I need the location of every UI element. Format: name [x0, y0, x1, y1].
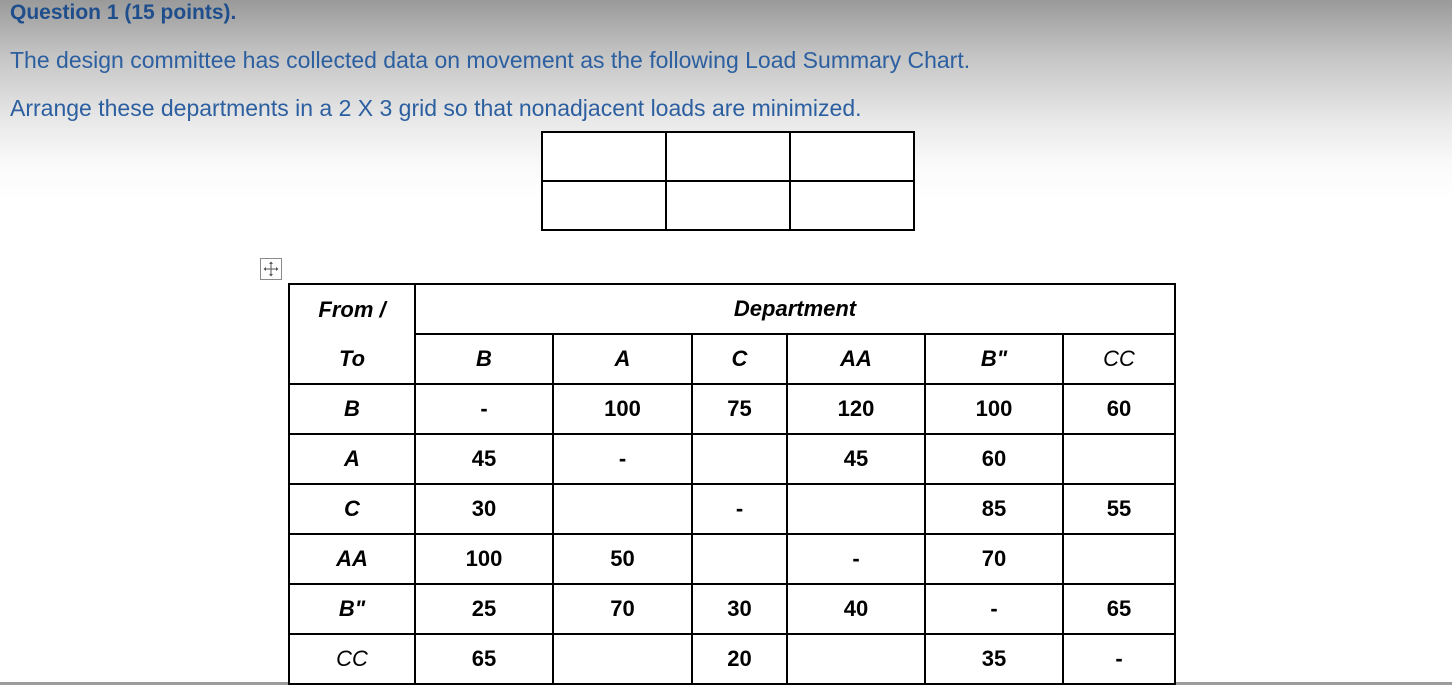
load-cell: [787, 484, 925, 534]
grid-cell[interactable]: [666, 181, 790, 230]
load-cell: [692, 534, 787, 584]
load-cell: 60: [925, 434, 1063, 484]
corner-to-label: To: [289, 334, 415, 384]
load-cell: 65: [415, 634, 553, 684]
load-cell: 100: [415, 534, 553, 584]
load-cell: [1063, 434, 1175, 484]
load-cell: 100: [553, 384, 692, 434]
load-summary-chart: [288, 283, 1176, 685]
load-cell: -: [925, 584, 1063, 634]
load-cell: -: [1063, 634, 1175, 684]
table-row: [289, 634, 1175, 684]
header-row-2: [289, 334, 1175, 384]
corner-from-label: From /: [289, 284, 415, 334]
load-cell: -: [787, 534, 925, 584]
load-cell: [553, 484, 692, 534]
grid-cell[interactable]: [790, 181, 914, 230]
grid-cell[interactable]: [666, 132, 790, 181]
row-header: B: [289, 384, 415, 434]
load-cell: 65: [1063, 584, 1175, 634]
grid-cell[interactable]: [790, 132, 914, 181]
load-cell: [692, 434, 787, 484]
header-row-1: [289, 284, 1175, 334]
load-cell: 75: [692, 384, 787, 434]
row-header: AA: [289, 534, 415, 584]
load-cell: [787, 634, 925, 684]
table-row: [289, 534, 1175, 584]
move-arrows-icon: [263, 261, 279, 277]
column-header: AA: [787, 334, 925, 384]
load-cell: 30: [415, 484, 553, 534]
load-cell: 20: [692, 634, 787, 684]
load-cell: 35: [925, 634, 1063, 684]
load-cell: -: [415, 384, 553, 434]
column-header: C: [692, 334, 787, 384]
grid-row: [542, 181, 914, 230]
load-cell: [1063, 534, 1175, 584]
load-cell: 40: [787, 584, 925, 634]
row-header: A: [289, 434, 415, 484]
grid-row: [542, 132, 914, 181]
question-title: Question 1 (15 points).: [10, 1, 237, 24]
load-cell: 60: [1063, 384, 1175, 434]
grid-cell[interactable]: [542, 132, 666, 181]
layout-grid-2x3: [541, 131, 915, 231]
load-cell: 120: [787, 384, 925, 434]
load-cell: -: [692, 484, 787, 534]
load-cell: 70: [925, 534, 1063, 584]
table-row: [289, 384, 1175, 434]
row-header: C: [289, 484, 415, 534]
row-header: B": [289, 584, 415, 634]
question-instruction: Arrange these departments in a 2 X 3 grid so that nonadjacent loads are minimized.: [10, 95, 862, 121]
column-header: B: [415, 334, 553, 384]
table-move-handle[interactable]: [260, 258, 282, 280]
load-cell: [553, 634, 692, 684]
table-row: [289, 584, 1175, 634]
grid-cell[interactable]: [542, 181, 666, 230]
load-cell: 50: [553, 534, 692, 584]
column-header: CC: [1063, 334, 1175, 384]
column-header: A: [553, 334, 692, 384]
load-cell: 30: [692, 584, 787, 634]
load-cell: 100: [925, 384, 1063, 434]
table-row: [289, 484, 1175, 534]
load-cell: 45: [415, 434, 553, 484]
column-header: B": [925, 334, 1063, 384]
load-cell: 70: [553, 584, 692, 634]
department-group-header: Department: [415, 284, 1175, 334]
table-row: [289, 434, 1175, 484]
question-description: The design committee has collected data on movement as the following Load Summary Chart.: [10, 47, 971, 73]
load-cell: 45: [787, 434, 925, 484]
load-cell: 55: [1063, 484, 1175, 534]
load-cell: 25: [415, 584, 553, 634]
load-cell: 85: [925, 484, 1063, 534]
load-cell: -: [553, 434, 692, 484]
row-header: CC: [289, 634, 415, 684]
